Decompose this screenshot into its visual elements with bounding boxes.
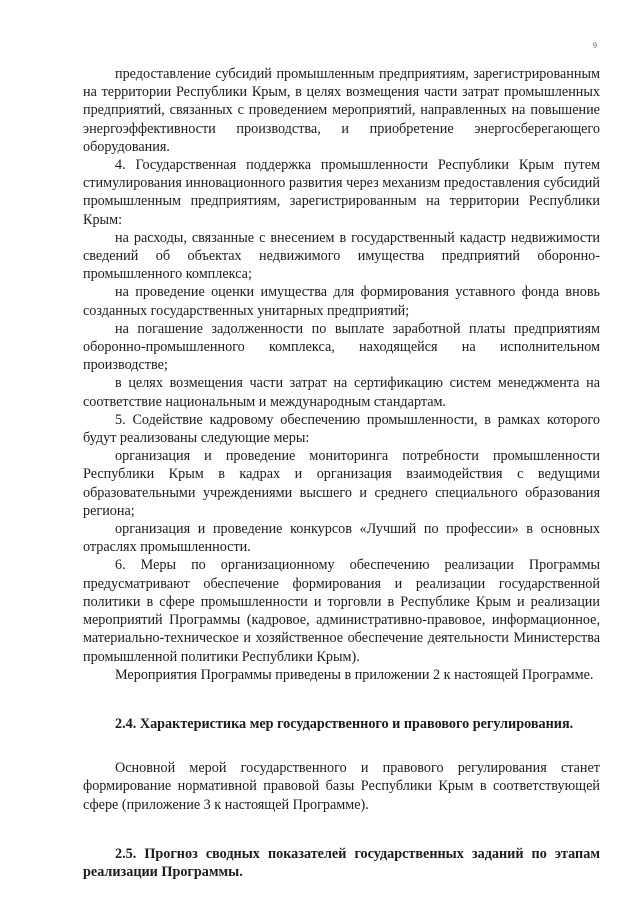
page-number: 9 [593,41,597,50]
paragraph-wage-arrears: на погашение задолженности по выплате заработной платы предприятиям оборонно-промышленного комплекса, находящейся на исполнительном производстве; [83,320,600,374]
paragraph-item-4: 4. Государственная поддержка промышленности Республики Крым путем стимулирования инновационного развития через механизм предоставления субсидий промышленным предприятиям, зарегистрированным на территории Республики Крым: [83,157,600,228]
paragraph-contests: организация и проведение конкурсов «Лучший по профессии» в основных отраслях промышленности. [83,521,600,556]
paragraph-item-6: 6. Меры по организационному обеспечению реализации Программы предусматривают обеспечение формирования и реализации государственной политики в сфере промышленности и торговли в Республике Крым и реализации мероприятий Программы (кадровое, административно-правовое, информационное, материально-техническое и хозяйственное обеспечение деятельности Министерства промышленной политики Республики Крым). [83,557,600,665]
section-2-4-text: Основной мерой государственного и правового регулирования станет формирование нормативной правовой базы Республики Крым в соответствующей сфере (приложение 3 к настоящей Программе). [83,760,600,813]
section-2-4-heading: 2.4. Характеристика мер государственного и правового регулирования. [115,715,574,732]
document-body [83,65,600,881]
section-2-5-heading: 2.5. Прогноз сводных показателей государственных заданий по этапам реализации Программы. [83,845,600,880]
paragraph-property-valuation: на проведение оценки имущества для формирования уставного фонда вновь созданных государственных унитарных предприятий; [83,284,600,319]
paragraph-certification: в целях возмещения части затрат на сертификацию систем менеджмента на соответствие национальным и международным стандартам. [83,375,600,410]
paragraph-cadastre: на расходы, связанные с внесением в государственный кадастр недвижимости сведений об объектах недвижимого имущества предприятий оборонно-промышленного комплекса; [83,229,600,283]
paragraph-monitoring: организация и проведение мониторинга потребности промышленности Республики Крым в кадрах и организация взаимодействия с ведущими образовательными учреждениями высшего и среднего специального образования региона; [83,448,600,519]
paragraph-appendix-2: Мероприятия Программы приведены в приложении 2 к настоящей Программе. [115,666,594,683]
paragraph-item-5: 5. Содействие кадровому обеспечению промышленности, в рамках которого будут реализованы следующие меры: [83,411,600,447]
paragraph-subsidies-energy: предоставление субсидий промышленным предприятиям, зарегистрированным на территории Республики Крым, в целях возмещения части затрат промышленных предприятий, связанных с проведением мероприятий, направленных на повышение энергоэффективности производства, и приобретение энергосберегающего оборудования. [83,66,600,155]
